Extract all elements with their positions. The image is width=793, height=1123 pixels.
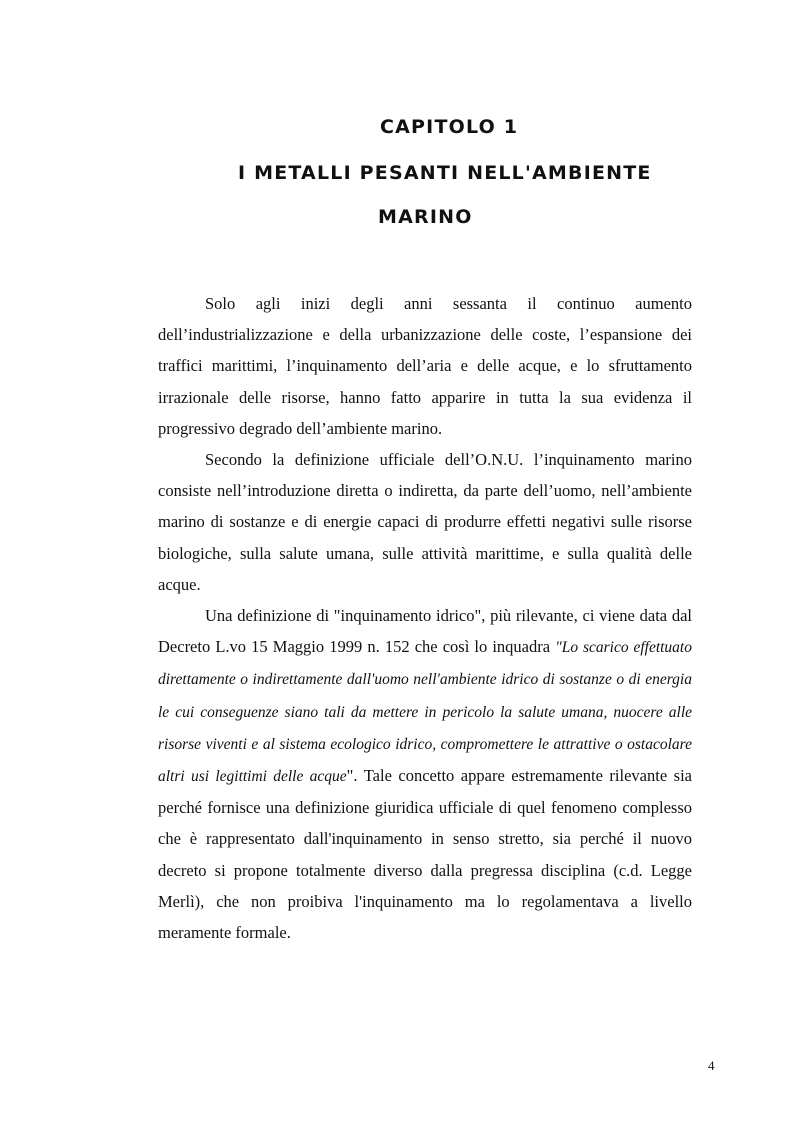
paragraph-2: Secondo la definizione ufficiale dell’O.N.U. l’inquinamento marino consiste nell’introduzione diretta o indiretta, da parte dell’uomo, nell’ambiente marino di sostanze e di energie capaci di produrre effetti negativi sulle risorse biologiche, sulla salute umana, sulle attività marittime, e sulla qualità delle acque. bbox=[158, 450, 692, 594]
paragraph-1: Solo agli inizi degli anni sessanta il continuo aumento dell’industrializzazione e della urbanizzazione delle coste, l’espansione dei traffici marittimi, l’inquinamento dell’aria e delle acque, e lo sfruttamento irrazionale delle risorse, hanno fatto apparire in tutta la sua evidenza il progressivo degrado dell’ambiente marino. bbox=[158, 294, 692, 438]
paragraph-3 bbox=[158, 600, 692, 948]
page-number: 4 bbox=[708, 1058, 715, 1073]
chapter-title-line2: MARINO bbox=[378, 206, 473, 228]
decree-quote: "Lo scarico effettuato direttamente o indirettamente dall'uomo nell'ambiente idrico di sostanze o di energia le cui conseguenze siano tali da mettere in pericolo la salute umana, nuocere alle risorse viventi e al sistema ecologico idrico, compromettere le attrattive o ostacolare altri usi legittimi delle acque bbox=[158, 639, 692, 786]
body-text bbox=[158, 288, 692, 948]
paragraph-3-rest: ". Tale concetto appare estremamente rilevante sia perché fornisce una definizione giuridica ufficiale di quel fenomeno complesso che è rappresentato dall'inquinamento in senso stretto, sia perché il nuovo decreto si propone totalmente diverso dalla pregressa disciplina (c.d. Legge Merlì), che non proibiva l'inquinamento ma lo regolamentava a livello meramente formale. bbox=[158, 766, 692, 943]
paragraph-3-intro: Una definizione di "inquinamento idrico", più rilevante, ci viene data dal Decreto L.vo 15 Maggio 1999 n. 152 che così lo inquadra bbox=[158, 606, 692, 657]
chapter-label: CAPITOLO 1 bbox=[380, 116, 519, 138]
chapter-title-line1: I METALLI PESANTI NELL'AMBIENTE bbox=[238, 162, 652, 184]
